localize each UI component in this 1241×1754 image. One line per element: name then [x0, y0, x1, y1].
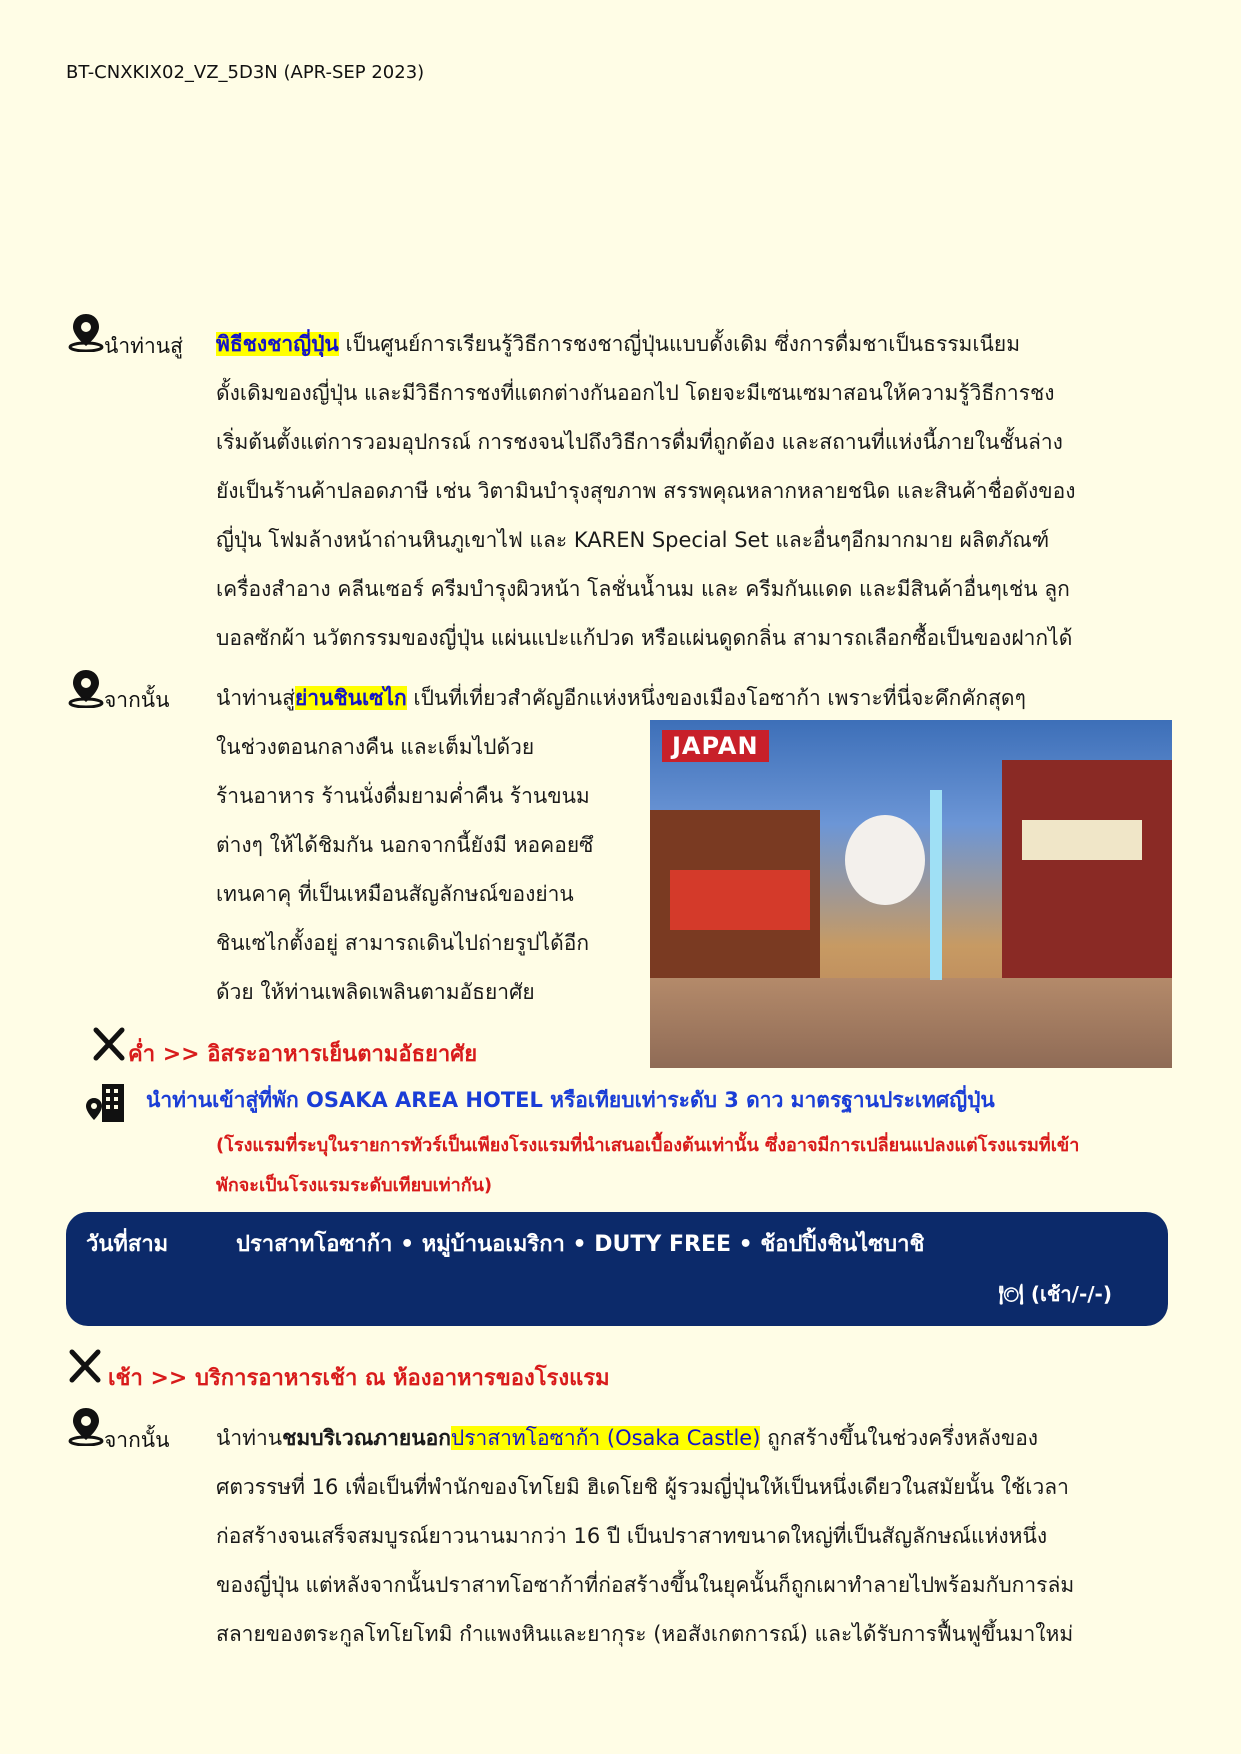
- paragraph-line: ในช่วงตอนกลางคืน และเต็มไปด้วย: [216, 735, 535, 759]
- tea-ceremony-paragraph: [216, 320, 1176, 663]
- photo-badge: JAPAN: [662, 730, 769, 762]
- day-meals: 🍽 (เช้า/-/-): [998, 1282, 1112, 1306]
- paragraph-line: ก่อสร้างจนเสร็จสมบูรณ์ยาวนานมากว่า 16 ปี เป็นปราสาทขนาดใหญ่ที่เป็นสัญลักษณ์แห่งหนึ่ง: [216, 1524, 1048, 1548]
- paragraph-text: เป็นที่เที่ยวสำคัญอีกแห่งหนึ่งของเมืองโอซาก้า เพราะที่นี่จะคึกคักสุดๆ: [406, 686, 1026, 710]
- hotel-disclaimer: [216, 1126, 1079, 1206]
- hotel-info: นำท่านเข้าสู่ที่พัก OSAKA AREA HOTEL หรือเทียบเท่าระดับ 3 ดาว มาตรฐานประเทศญี่ปุ่น: [146, 1088, 995, 1112]
- document-code: BT-CNXKIX02_VZ_5D3N (APR-SEP 2023): [66, 62, 425, 83]
- paragraph-line: ยังเป็นร้านค้าปลอดภาษี เช่น วิตามินบำรุงสุขภาพ สรรพคุณหลากหลายชนิด และสินค้าชื่อดังของ: [216, 479, 1076, 503]
- paragraph-line: เทนคาคุ ที่เป็นเหมือนสัญลักษณ์ของย่าน: [216, 882, 574, 906]
- paragraph-line: เริ่มต้นตั้งแต่การวอมอุปกรณ์ การชงจนไปถึงวิธีการดื่มที่ถูกต้อง และสถานที่แห่งนี้ภายในชั้นล่าง: [216, 430, 1063, 454]
- highlight-shinsekai: ย่านชินเซไก: [294, 686, 407, 710]
- paragraph-text: เป็นศูนย์การเรียนรู้วิธีการชงชาญี่ปุ่นแบบดั้งเดิม ซึ่งการดื่มชาเป็นธรรมเนียม: [338, 332, 1021, 356]
- fugu-lantern: [845, 815, 925, 905]
- paragraph-text: ถูกสร้างขึ้นในช่วงครึ่งหลังของ: [760, 1426, 1039, 1450]
- highlight-osaka-castle: ปราสาทโอซาก้า (Osaka Castle): [450, 1426, 761, 1450]
- paragraph-line: ร้านอาหาร ร้านนั่งดื่มยามค่ำคืน ร้านขนม: [216, 784, 590, 808]
- fork-knife-icon: [92, 1026, 126, 1062]
- hotel-building-icon: [84, 1080, 128, 1124]
- section-label: จากนั้น: [104, 688, 170, 712]
- section-label: นำท่านสู่: [104, 334, 183, 358]
- shinsekai-night-photo: [650, 720, 1172, 1068]
- paragraph-line: ชินเซไกตั้งอยู่ สามารถเดินไปถ่ายรูปได้อีก: [216, 931, 590, 955]
- paragraph-line: บอลซักผ้า นวัตกรรมของญี่ปุ่น แผ่นแปะแก้ปวด หรือแผ่นดูดกลิ่น สามารถเลือกซื้อเป็นของฝากได้: [216, 626, 1073, 650]
- paragraph-line: สลายของตระกูลโทโยโทมิ กำแพงหินและยากุระ (หอสังเกตการณ์) และได้รับการฟื้นฟูขึ้นมาใหม่: [216, 1622, 1074, 1646]
- highlight-tea-ceremony: พิธีชงชาญี่ปุ่น: [216, 332, 339, 356]
- section-label: จากนั้น: [104, 1428, 170, 1452]
- paragraph-text: นำท่าน: [216, 1426, 283, 1450]
- day-header-bar: [66, 1212, 1168, 1326]
- paragraph-bold: ชมบริเวณภายนอก: [282, 1426, 451, 1450]
- paragraph-line: ศตวรรษที่ 16 เพื่อเป็นที่พำนักของโทโยมิ ฮิเดโยชิ ผู้รวมญี่ปุ่นให้เป็นหนึ่งเดียวในสมัยนั้น ใช้เวลา: [216, 1475, 1069, 1499]
- paragraph-line: เครื่องสำอาง คลีนเซอร์ ครีมบำรุงผิวหน้า โลชั่นน้ำนม และ ครีมกันแดด และมีสินค้าอื่นๆเช่น ลูก: [216, 577, 1070, 601]
- paragraph-line: ดั้งเดิมของญี่ปุ่น และมีวิธีการชงที่แตกต่างกันออกไป โดยจะมีเซนเซมาสอนให้ความรู้วิธีการชง: [216, 381, 1055, 405]
- osaka-castle-paragraph: [216, 1414, 1176, 1659]
- dinner-note: ค่ำ >> อิสระอาหารเย็นตามอัธยาศัย: [128, 1042, 478, 1067]
- hotel-disclaimer-line: (โรงแรมที่ระบุในรายการทัวร์เป็นเพียงโรงแรมที่นำเสนอเบื้องต้นเท่านั้น ซึ่งอาจมีการเปลี่ยนแปลงแต่โรงแรมที่เข้า: [216, 1135, 1080, 1156]
- paragraph-line: ญี่ปุ่น โฟมล้างหน้าถ่านหินภูเขาไฟ และ KAREN Special Set และอื่นๆอีกมากมาย ผลิตภัณฑ์: [216, 528, 1050, 552]
- paragraph-line: ของญี่ปุ่น แต่หลังจากนั้นปราสาทโอซาก้าที่ก่อสร้างขึ้นในยุคนั้นก็ถูกเผาทำลายไปพร้อมกับการล่ม: [216, 1573, 1075, 1597]
- paragraph-text: นำท่านสู่: [216, 686, 295, 710]
- day-title: ปราสาทโอซาก้า • หมู่บ้านอเมริกา • DUTY FREE • ช้อปปิ้งชินไซบาชิ: [236, 1232, 925, 1257]
- location-pin-icon: [66, 668, 106, 708]
- fork-knife-icon: [68, 1348, 102, 1384]
- day-label: วันที่สาม: [86, 1232, 169, 1257]
- location-pin-icon: [66, 312, 106, 352]
- tsutenkaku-tower: [930, 790, 942, 980]
- location-pin-icon: [66, 1406, 106, 1446]
- breakfast-note: เช้า >> บริการอาหารเช้า ณ ห้องอาหารของโรงแรม: [108, 1366, 610, 1391]
- hotel-disclaimer-line: พักจะเป็นโรงแรมระดับเทียบเท่ากัน): [216, 1175, 493, 1196]
- paragraph-line: ต่างๆ ให้ได้ชิมกัน นอกจากนี้ยังมี หอคอยซึ: [216, 833, 594, 857]
- paragraph-line: ด้วย ให้ท่านเพลิดเพลินตามอัธยาศัย: [216, 980, 535, 1004]
